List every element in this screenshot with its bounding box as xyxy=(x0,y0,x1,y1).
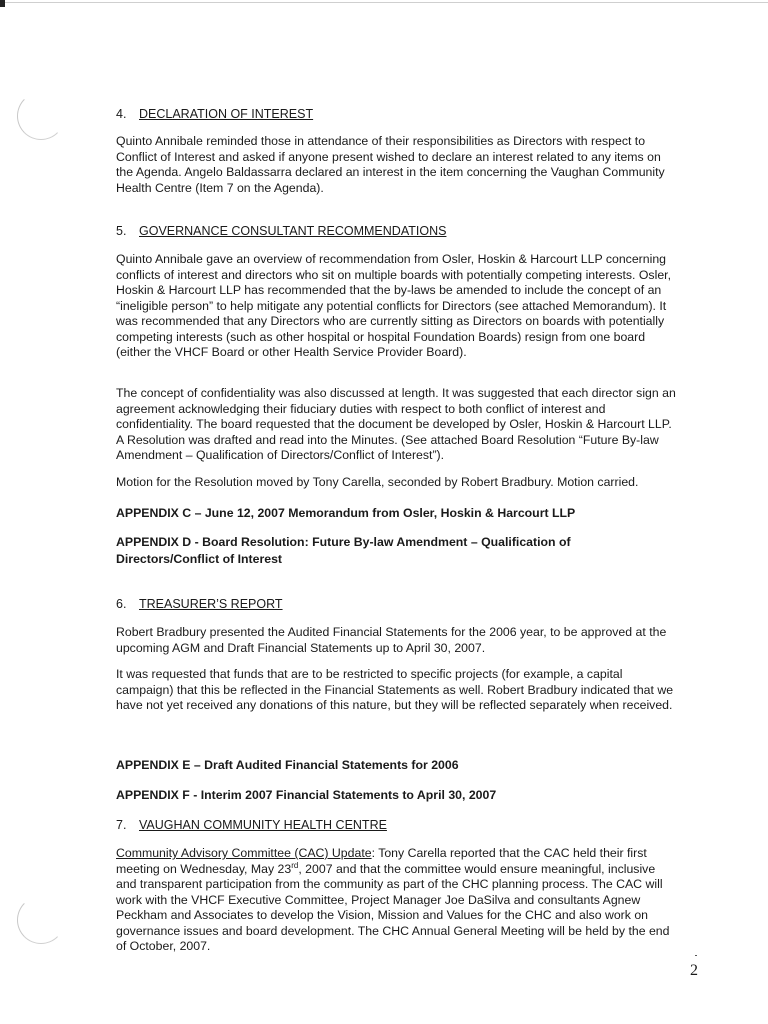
section-title: GOVERNANCE CONSULTANT RECOMMENDATIONS xyxy=(139,224,447,238)
cac-update-text-b: , 2007 and that the committee would ensure meaningful, inclusive and transparent participation from the community as part of the CHC planning process. The CAC will work with the VHCF Executive Committee, Project Manager Joe DaSilva and consultants Agnew Peckham and Associates to develop the Vision, Mission and Values for the CHC and also work on governance issues and board development. The CHC Annual General Meeting will be held by the end of October, 2007. xyxy=(116,861,670,953)
hole-punch-mark-bottom xyxy=(17,896,65,944)
scan-top-edge xyxy=(0,2,768,3)
appendix-e: APPENDIX E – Draft Audited Financial Statements for 2006 xyxy=(116,758,459,772)
section-4-paragraph-1: Quinto Annibale reminded those in attendance of their responsibilities as Directors with respect to Conflict of Interest and asked if anyone present wished to declare an interest related to any items on the Agenda. Angelo Baldassarra declared an interest in the item concerning the Vaughan Community Health Centre (Item 7 on the Agenda). xyxy=(116,134,665,195)
section-number: 7. xyxy=(116,818,127,832)
section-6-paragraph-2: It was requested that funds that are to be restricted to specific projects (for example, a capital campaign) that this be reflected in the Financial Statements as well. Robert Bradbury indicated that we have not yet received any donations of this nature, but they will be reflected separately when received. xyxy=(116,667,674,712)
section-6-heading xyxy=(116,596,676,612)
section-7-heading xyxy=(116,817,676,833)
scan-corner-mark xyxy=(0,0,5,7)
section-title: TREASURER’S REPORT xyxy=(139,597,283,611)
appendix-f: APPENDIX F - Interim 2007 Financial Statements to April 30, 2007 xyxy=(116,788,497,802)
section-title: VAUGHAN COMMUNITY HEALTH CENTRE xyxy=(139,818,387,832)
section-6-paragraph-1: Robert Bradbury presented the Audited Financial Statements for the 2006 year, to be approved at the upcoming AGM and Draft Financial Statements up to April 30, 2007. xyxy=(116,625,667,655)
scan-speck xyxy=(695,955,697,956)
section-number: 5. xyxy=(116,224,127,238)
cac-update-text-a: : Tony Carella reported that the CAC held their first meeting on Wednesday, May 23 xyxy=(116,846,647,876)
cac-update-label: Community Advisory Committee (CAC) Update xyxy=(116,846,372,860)
section-number: 4. xyxy=(116,107,127,121)
section-7-paragraph-1 xyxy=(116,846,676,955)
section-5-paragraph-3: Motion for the Resolution moved by Tony Carella, seconded by Robert Bradbury. Motion carried. xyxy=(116,475,639,489)
section-5-paragraph-2: The concept of confidentiality was also discussed at length. It was suggested that each director sign an agreement acknowledging their fiduciary duties with respect to both conflict of interest and confidentiality. The board requested that the document be developed by Osler, Hoskin & Harcourt LLP. A Resolution was drafted and read into the Minutes. (See attached Board Resolution “Future By-law Amendment – Qualification of Directors/Conflict of Interest”). xyxy=(116,386,676,462)
section-5-paragraph-1: Quinto Annibale gave an overview of recommendation from Osler, Hoskin & Harcourt LLP concerning conflicts of interest and directors who sit on multiple boards with potentially competing interests. Osler, Hoskin & Harcourt LLP has recommended that the by-laws be amended to include the concept of an “ineligible person” to help mitigate any potential conflicts for Directors (see attached Memorandum). It was recommended that any Directors who are currently sitting as Directors on boards with potentially competing interests (such as other hospital or hospital Foundation Boards) resign from one board (either the VHCF Board or other Health Service Provider Board). xyxy=(116,252,671,359)
section-5-heading xyxy=(116,223,676,239)
appendix-d: APPENDIX D - Board Resolution: Future By-law Amendment – Qualification of Directors/Conflict of Interest xyxy=(116,535,571,566)
appendix-c: APPENDIX C – June 12, 2007 Memorandum from Osler, Hoskin & Harcourt LLP xyxy=(116,506,576,520)
section-title: DECLARATION OF INTEREST xyxy=(139,107,314,121)
page-number: 2 xyxy=(690,962,698,979)
hole-punch-mark-top xyxy=(17,92,65,140)
section-4-heading xyxy=(116,106,676,122)
section-number: 6. xyxy=(116,597,127,611)
ordinal-suffix: rd xyxy=(291,860,299,870)
